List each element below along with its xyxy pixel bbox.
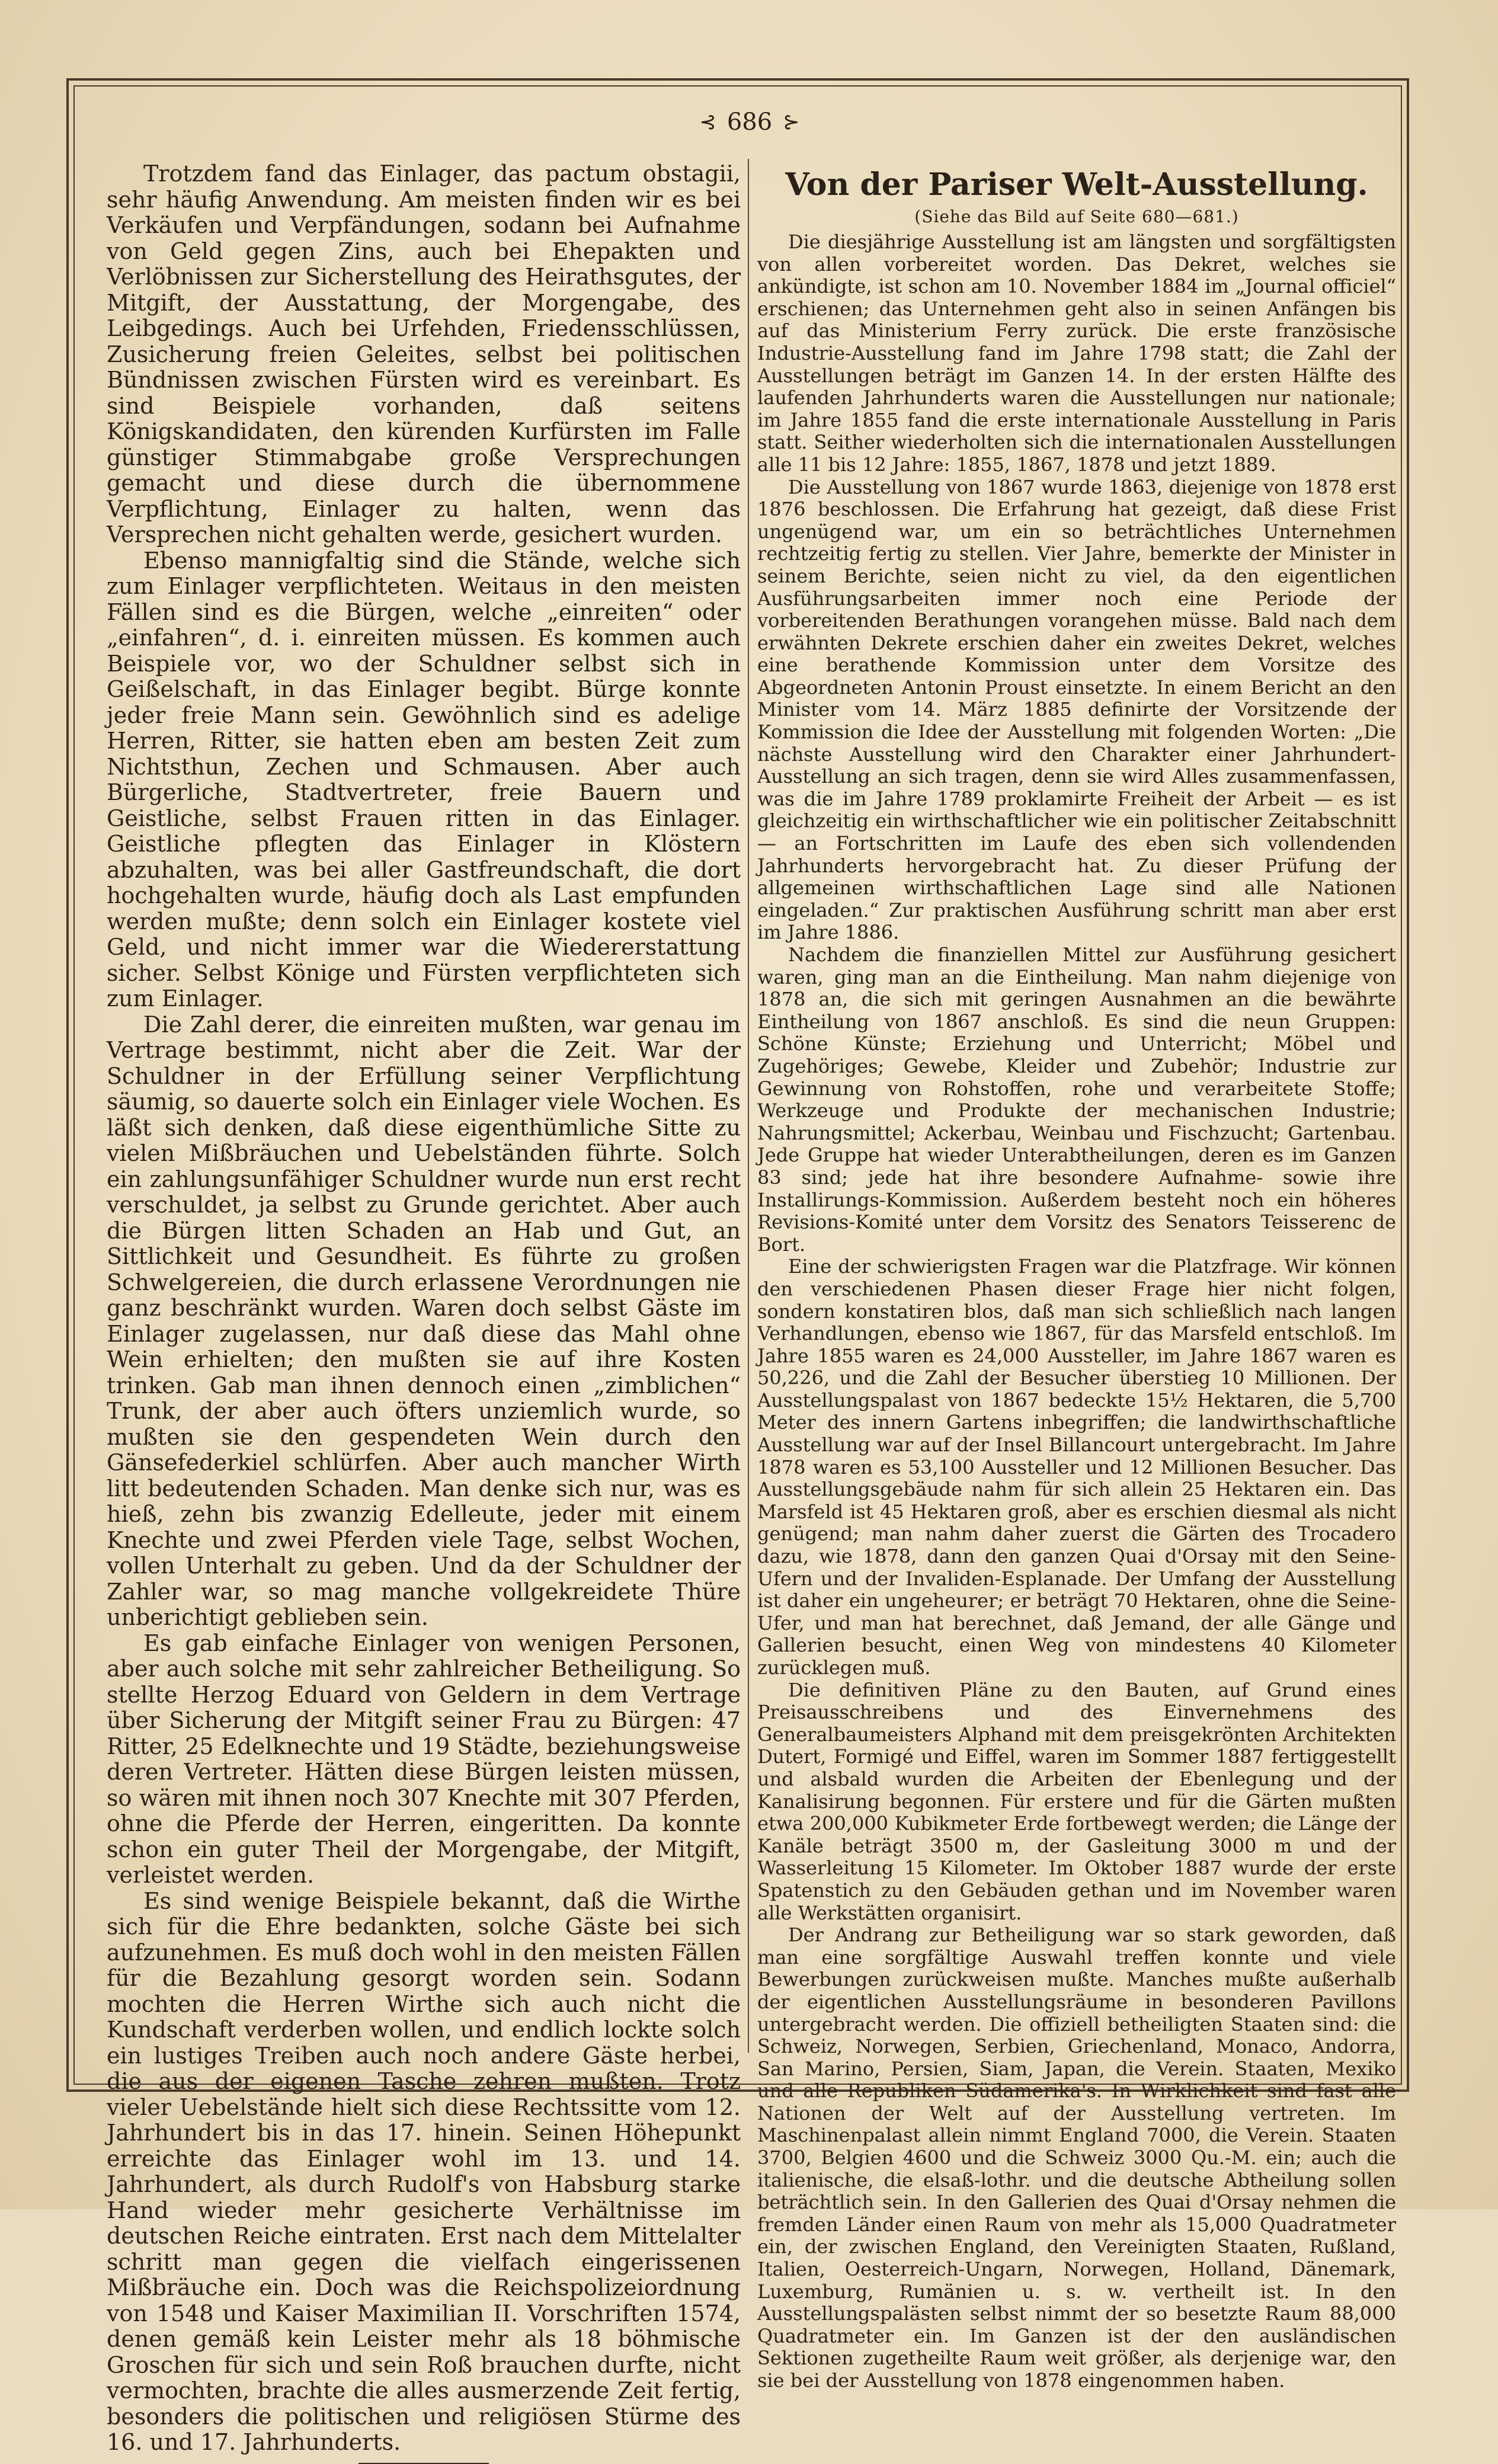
left-paragraph-5: Es sind wenige Beispiele bekannt, daß die Wirthe sich für die Ehre bedankten, solche Gäste bei sich aufzunehmen. Es muß doch wohl in den meisten Fällen für die Bezahlung gesorgt worden sein. Sodann mochten die Herren Wirthe sich auch nicht die Kundschaft verderben wollen, und endlich lockte solch ein lustiges Treiben auch noch andere Gäste herbei, die aus der eigenen Tasche zehren mußten. Trotz vieler Uebelstände hielt sich diese Rechtssitte vom 12. Jahrhundert bis in das 17. hinein. Seinen Höhepunkt erreichte das Einlager wohl im 13. und 14. Jahrhundert, als durch Rudolf's von Habsburg starke Hand wieder mehr gesicherte Verhältnisse im deutschen Reiche eintraten. Erst nach dem Mittelalter schritt man gegen die vielfach eingerissenen Mißbräuche ein. Doch was die Reichspolizeiordnung von 1548 und Kaiser Maximilian II. Vorschriften 1574, denen gemäß kein Leister mehr als 18 böhmische Groschen für sich und sein Roß brauchen durfte, nicht vermochten, brachte die alles ausmerzende Zeit fertig, besonders die politischen und religiösen Stürme des 16. und 17. Jahrhunderts. (107, 1887, 741, 2455)
left-paragraph-4: Es gab einfache Einlager von wenigen Personen, aber auch solche mit sehr zahlreicher Betheiligung. So stellte Herzog Eduard von Geldern in dem Vertrage über Sicherung der Mitgift seiner Frau zu Bürgen: 47 Ritter, 25 Edelknechte und 19 Städte, beziehungsweise deren Vertreter. Hätten diese Bürgen leisten müssen, so wären mit ihnen noch 307 Knechte mit 307 Pferden, ohne die Pferde der Herren, eingeritten. Da konnte schon ein guter Theil der Morgengabe, der Mitgift, verleistet werden. (107, 1630, 741, 1888)
right-paragraph-4: Eine der schwierigsten Fragen war die Platzfrage. Wir können den verschiedenen Phasen dieser Frage hier nicht folgen, sondern konstatiren blos, daß man sich schließlich nach langen Verhandlungen, ebenso wie 1867, für das Marsfeld entschloß. Im Jahre 1855 waren es 24,000 Aussteller, im Jahre 1867 waren es 50,226, und die Zahl der Besucher überstieg 10 Millionen. Der Ausstellungspalast von 1867 bedeckte 15½ Hektaren, die 5,700 Meter des innern Gartens inbegriffen; die landwirthschaftliche Ausstellung war auf der Insel Billancourt untergebracht. Im Jahre 1878 waren es 53,100 Aussteller und 12 Millionen Besucher. Das Ausstellungsgebäude nahm für sich allein 25 Hektaren ein. Das Marsfeld ist 45 Hektaren groß, aber es erschien diesmal als nicht genügend; man nahm daher zuerst die Gärten des Trocadero dazu, wie 1878, dann den ganzen Quai d'Orsay mit den Seine-Ufern und der Invaliden-Esplanade. Der Umfang der Ausstellung ist daher ein ungeheurer; er beträgt 70 Hektaren, ohne die Seine-Ufer, und man hat berechnet, daß Jemand, der alle Gänge und Gallerien besucht, einen Weg von mindestens 40 Kilometer zurücklegen muß. (757, 1255, 1396, 1679)
article-subtitle: (Siehe das Bild auf Seite 680—681.) (914, 207, 1239, 226)
end-rule (359, 2463, 489, 2464)
right-paragraph-6: Der Andrang zur Betheiligung war so stark geworden, daß man eine sorgfältige Auswahl treffen konnte und viele Bewerbungen zurückweisen mußte. Manches mußte außerhalb der eigentlichen Ausstellungsräume in besonderen Pavillons untergebracht werden. Die offiziell betheiligten Staaten sind: die Schweiz, Norwegen, Serbien, Griechenland, Monaco, Andorra, San Marino, Persien, Siam, Japan, die Verein. Staaten, Mexiko und alle Republiken Südamerika's. In Wirklichkeit sind fast alle Nationen der Welt auf der Ausstellung vertreten. Im Maschinenpalast allein nimmt England 7000, die Verein. Staaten 3700, Belgien 4600 und die Schweiz 3000 Qu.-M. ein; auch die italienische, die elsaß-lothr. und die deutsche Abtheilung sollen beträchtlich sein. In den Gallerien des Quai d'Orsay nehmen die fremden Länder einen Raum von mehr als 15,000 Quadratmeter ein, der zwischen England, den Vereinigten Staaten, Rußland, Italien, Oesterreich-Ungarn, Norwegen, Holland, Dänemark, Luxemburg, Rumänien u. s. w. vertheilt ist. In den Ausstellungspalästen selbst nimmt der so besetzte Raum 88,000 Quadratmeter ein. Im Ganzen ist der den ausländischen Sektionen zugetheilte Raum weit größer, als derjenige war, den sie bei der Ausstellung von 1878 eingenommen haben. (757, 1924, 1396, 2392)
article-title: Von der Pariser Welt-Ausstellung. (785, 167, 1368, 203)
right-paragraph-1: Die diesjährige Ausstellung ist am längsten und sorgfältigsten von allen vorbereitet worden. Das Dekret, welches sie ankündigte, ist schon am 10. November 1884 im „Journal officiel“ erschienen; das Unternehmen geht also in seinen Anfängen bis auf das Ministerium Ferry zurück. Die erste französische Industrie-Ausstellung fand im Jahre 1798 statt; die Zahl der Ausstellungen beträgt im Ganzen 14. In der ersten Hälfte des laufenden Jahrhunderts waren die Ausstellungen nur nationale; im Jahre 1855 fand die erste internationale Ausstellung in Paris statt. Seither wiederholten sich die internationalen Ausstellungen alle 11 bis 12 Jahre: 1855, 1867, 1878 und jetzt 1889. (757, 231, 1396, 476)
column-divider (748, 159, 749, 2053)
left-paragraph-1: Trotzdem fand das Einlager, das pactum obstagii, sehr häufig Anwendung. Am meisten finden wir es bei Verkäufen und Verpfändungen, sodann bei Aufnahme von Geld gegen Zins, auch bei Ehepakten und Verlöbnissen zur Sicherstellung des Heirathsgutes, der Mitgift, der Ausstattung, der Morgengabe, des Leibgedings. Auch bei Urfehden, Friedensschlüssen, Zusicherung freien Geleites, selbst bei politischen Bündnissen zwischen Fürsten wird es vereinbart. Es sind Beispiele vorhanden, daß seitens Königskandidaten, den kürenden Kurfürsten im Falle günstiger Stimmabgabe große Versprechungen gemacht und diese durch die übernommene Verpflichtung, Einlager zu halten, wenn das Versprechen nicht gehalten werde, gesichert wurden. (107, 161, 741, 548)
right-paragraph-5: Die definitiven Pläne zu den Bauten, auf Grund eines Preisausschreibens und des Einvernehmens des Generalbaumeisters Alphand mit dem preisgekrönten Architekten Dutert, Formigé und Eiffel, waren im Sommer 1887 fertiggestellt und alsbald wurden die Arbeiten der Ebenlegung und der Kanalisirung begonnen. Für erstere und für die Gärten mußten etwa 200,000 Kubikmeter Erde fortbewegt werden; die Länge der Kanäle beträgt 3500 m, der Gasleitung 3000 m und der Wasserleitung 15 Kilometer. Im Oktober 1887 wurde der erste Spatenstich zu den Gebäuden gethan und im November waren alle Werkstätten organisirt. (757, 1678, 1396, 1924)
right-paragraph-3: Nachdem die finanziellen Mittel zur Ausführung gesichert waren, ging man an die Eintheilung. Man nahm diejenige von 1878 an, die sich mit geringen Ausnahmen an die bewährte Eintheilung von 1867 anschloß. Es sind die neun Gruppen: Schöne Künste; Erziehung und Unterricht; Möbel und Zugehöriges; Gewebe, Kleider und Zubehör; Industrie zur Gewinnung von Rohstoffen, rohe und verarbeitete Stoffe; Werkzeuge und Produkte der mechanischen Industrie; Nahrungsmittel; Ackerbau, Weinbau und Fischzucht; Gartenbau. Jede Gruppe hat wieder Unterabtheilungen, deren es im Ganzen 83 sind; jede hat ihre besondere Aufnahme- sowie ihre Installirungs-Kommission. Außerdem besteht noch ein höheres Revisions-Komité unter dem Vorsitz des Senators Teisserenc de Bort. (757, 943, 1396, 1256)
left-column (107, 161, 741, 2455)
left-paragraph-3: Die Zahl derer, die einreiten mußten, war genau im Vertrage bestimmt, nicht aber die Zeit. War der Schuldner in der Erfüllung seiner Verpflichtung säumig, so dauerte solch ein Einlager viele Wochen. Es läßt sich denken, daß diese eigenthümliche Sitte zu vielen Mißbräuchen und Uebelständen führte. Solch ein zahlungsunfähiger Schuldner wurde nun erst recht verschuldet, ja selbst zu Grunde gerichtet. Aber auch die Bürgen litten Schaden an Hab und Gut, an Sittlichkeit und Gesundheit. Es führte zu großen Schwelgereien, die durch erlassene Verordnungen nie ganz beschränkt wurden. Waren doch selbst Gäste im Einlager zugelassen, nur daß diese das Mahl ohne Wein erhielten; den mußten sie auf ihre Kosten trinken. Gab man ihnen dennoch einen „zimblichen“ Trunk, der aber auch öfters unziemlich wurde, so mußten sie den gespendeten Wein durch den Gänsefederkiel schlürfen. Aber auch mancher Wirth litt bedeutenden Schaden. Man denke sich nur, was es hieß, zehn bis zwanzig Edelleute, jeder mit einem Knechte und zwei Pferden viele Tage, selbst Wochen, vollen Unterhalt zu geben. Und da der Schuldner der Zahler war, so mag manche vollgekreidete Thüre unberichtigt geblieben sein. (107, 1011, 741, 1630)
ornament-right-icon: ⊱ (783, 110, 800, 134)
left-paragraph-2: Ebenso mannigfaltig sind die Stände, welche sich zum Einlager verpflichteten. Weitaus in den meisten Fällen sind es die Bürgen, welche „einreiten“ oder „einfahren“, d. i. einreiten müssen. Es kommen auch Beispiele vor, wo der Schuldner selbst sich in Geißelschaft, in das Einlager begibt. Bürge konnte jeder freie Mann sein. Gewöhnlich sind es adelige Herren, Ritter, sie hatten eben am besten Zeit zum Nichtsthun, Zechen und Schmausen. Aber auch Bürgerliche, Stadtvertreter, freie Bauern und Geistliche, selbst Frauen ritten in das Einlager. Geistliche pflegten das Einlager in Klöstern abzuhalten, was bei aller Gastfreundschaft, die dort hochgehalten wurde, häufig doch als Last empfunden werden mußte; denn solch ein Einlager kostete viel Geld, und nicht immer war die Wiedererstattung sicher. Selbst Könige und Fürsten verpflichteten sich zum Einlager. (107, 547, 741, 1012)
page-number: 686 (726, 108, 773, 136)
page-number-header (652, 104, 847, 140)
ornament-left-icon: ⊰ (699, 110, 716, 134)
right-paragraph-2: Die Ausstellung von 1867 wurde 1863, diejenige von 1878 erst 1876 beschlossen. Die Erfahrung hat gezeigt, daß diese Frist ungenügend war, um ein so beträchtliches Unternehmen rechtzeitig fertig zu stellen. Vier Jahre, bemerkte der Minister in seinem Berichte, seien nicht zu viel, da den eigentlichen Ausführungsarbeiten immer noch eine Periode der vorbereitenden Berathungen vorangehen müsse. Bald nach dem erwähnten Dekrete erschien daher ein zweites Dekret, welches eine berathende Kommission unter dem Vorsitze des Abgeordneten Antonin Proust einsetzte. In einem Bericht an den Minister vom 14. März 1885 definirte der Vorsitzende der Kommission die Idee der Ausstellung mit folgenden Worten: „Die nächste Ausstellung wird den Charakter einer Jahrhundert-Ausstellung an sich tragen, denn sie wird Alles zusammenfassen, was die im Jahre 1789 proklamirte Freiheit der Arbeit — es ist gleichzeitig ein wirthschaftlicher wie ein politischer Zeitabschnitt — an Fortschritten im Laufe des eben sich vollendenden Jahrhunderts hervorgebracht hat. Zu dieser Prüfung der allgemeinen wirthschaftlichen Lage sind alle Nationen eingeladen.“ Zur praktischen Ausführung schritt man aber erst im Jahre 1886. (757, 475, 1396, 944)
right-column (757, 165, 1396, 2392)
